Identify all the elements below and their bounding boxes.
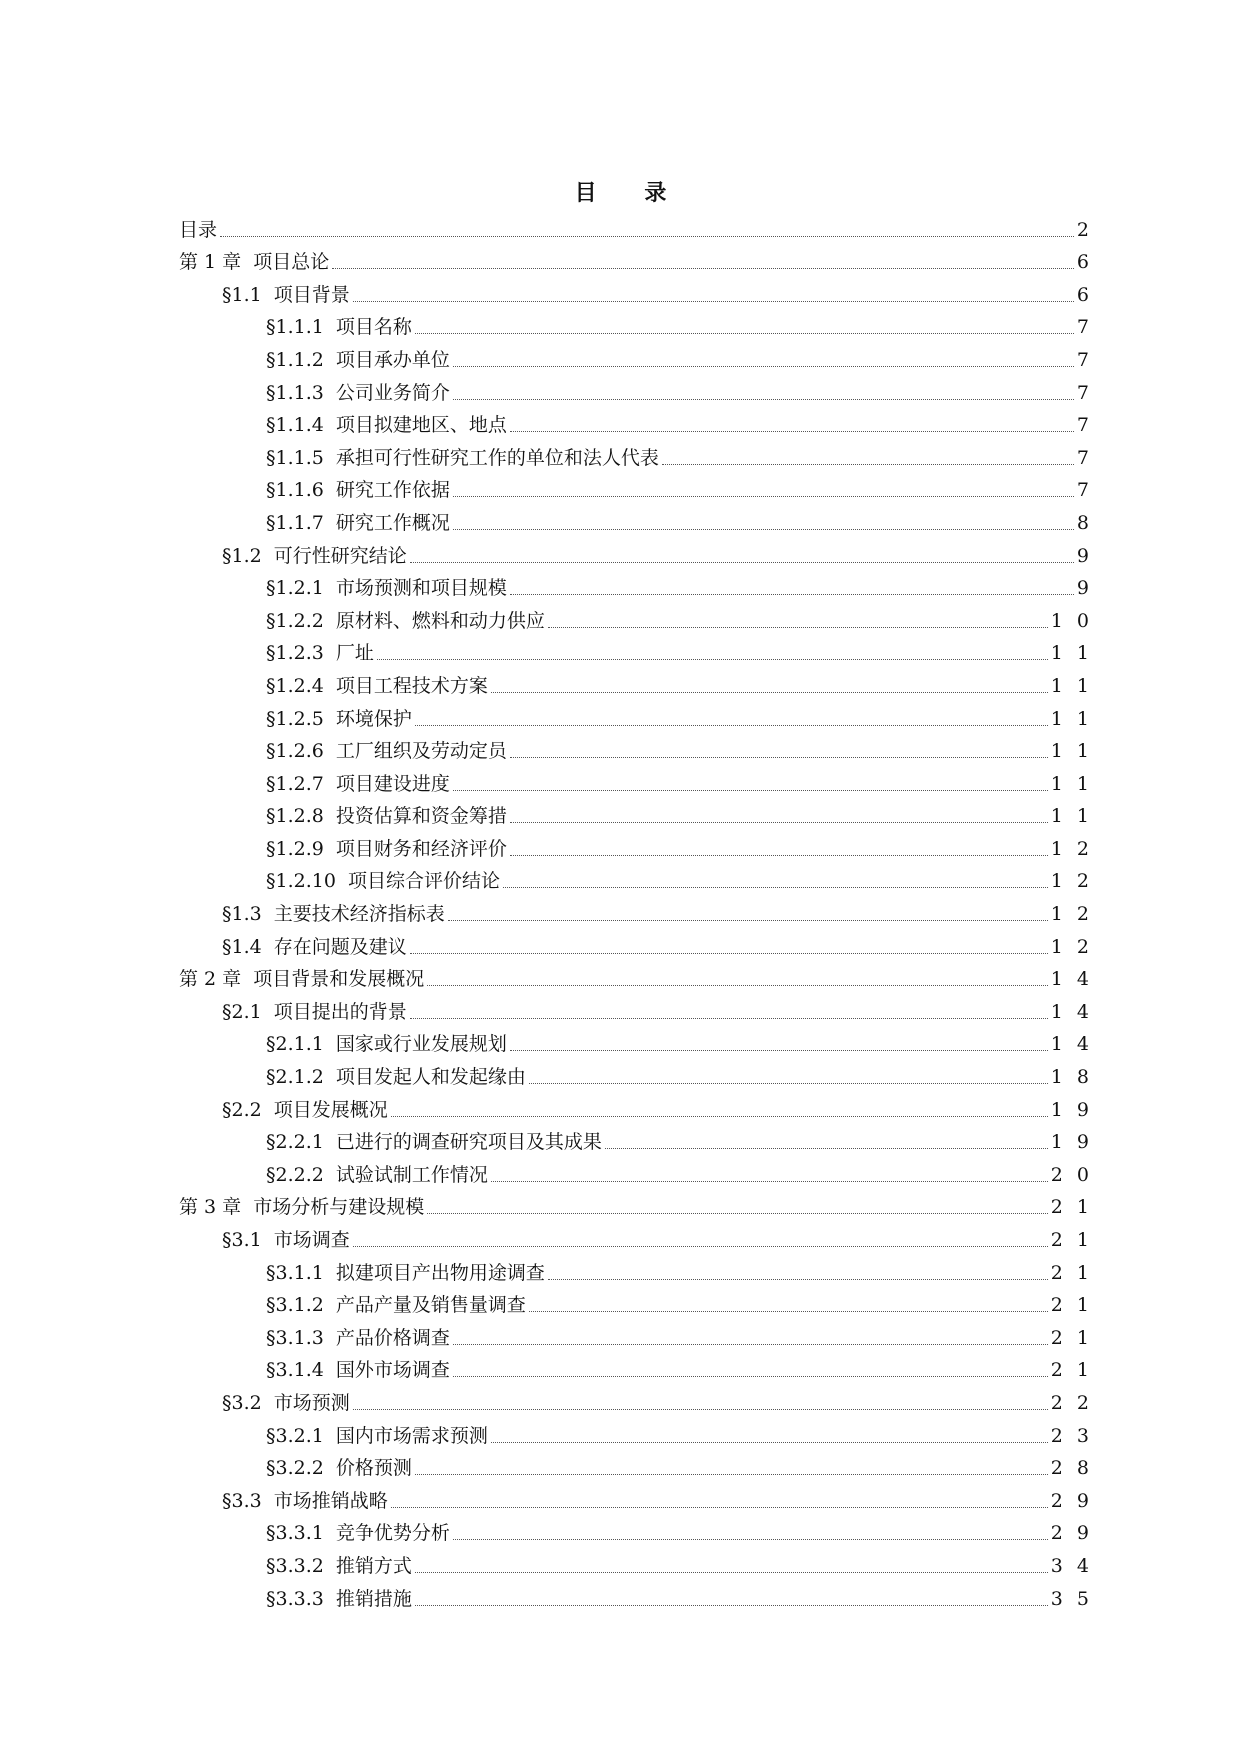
toc-entry-page-number: 2 9 — [1050, 1489, 1093, 1512]
toc-entry-page-number: 1 2 — [1050, 870, 1093, 893]
dot-leader — [427, 1213, 1048, 1214]
toc-entry-page-number: 2 1 — [1050, 1294, 1093, 1317]
toc-entry-label: §3.1.3 产品价格调查 — [266, 1326, 450, 1349]
toc-entry[interactable] — [179, 797, 1093, 830]
dot-leader — [510, 1050, 1048, 1051]
toc-entry-label: §1.2.6 工厂组织及劳动定员 — [266, 740, 507, 763]
toc-entry[interactable] — [179, 862, 1093, 895]
toc-entry-label: §1.1.6 研究工作依据 — [266, 479, 450, 502]
toc-entry-label: §2.2.1 已进行的调查研究项目及其成果 — [266, 1131, 602, 1154]
toc-entry-label: 第 2 章 项目背景和发展概况 — [179, 968, 425, 991]
toc-entry-page-number: 2 1 — [1050, 1326, 1093, 1349]
dot-leader — [415, 1572, 1048, 1573]
toc-entry-page-number: 1 9 — [1050, 1098, 1093, 1121]
table-of-contents — [179, 210, 1093, 1612]
toc-entry-page-number: 2 0 — [1050, 1163, 1093, 1186]
toc-entry-label: §3.2.2 价格预测 — [266, 1457, 412, 1480]
toc-entry-label: §1.4 存在问题及建议 — [222, 935, 407, 958]
toc-entry-page-number: 2 1 — [1050, 1359, 1093, 1382]
toc-entry[interactable] — [179, 373, 1093, 406]
toc-entry-page-number: 1 2 — [1050, 935, 1093, 958]
toc-entry-label: §2.1.1 国家或行业发展规划 — [266, 1033, 507, 1056]
toc-entry-page-number: 1 0 — [1050, 609, 1093, 632]
toc-entry[interactable] — [179, 1220, 1093, 1253]
toc-entry[interactable] — [179, 1188, 1093, 1221]
toc-entry-page-number: 7 — [1076, 414, 1093, 437]
toc-entry-page-number: 1 4 — [1050, 1000, 1093, 1023]
toc-entry-page-number: 1 1 — [1050, 772, 1093, 795]
toc-entry[interactable] — [179, 438, 1093, 471]
dot-leader — [453, 529, 1074, 530]
toc-entry-page-number: 1 1 — [1050, 805, 1093, 828]
toc-entry-page-number: 2 3 — [1050, 1424, 1093, 1447]
dot-leader — [510, 757, 1048, 758]
dot-leader — [427, 985, 1048, 986]
toc-entry[interactable] — [179, 503, 1093, 536]
dot-leader — [548, 1279, 1048, 1280]
dot-leader — [491, 1181, 1048, 1182]
toc-entry[interactable] — [179, 666, 1093, 699]
toc-entry-label: §3.1.1 拟建项目产出物用途调查 — [266, 1261, 545, 1284]
toc-entry-page-number: 1 8 — [1050, 1066, 1093, 1089]
dot-leader — [453, 790, 1048, 791]
dot-leader — [510, 594, 1074, 595]
toc-entry-page-number: 7 — [1076, 446, 1093, 469]
dot-leader — [415, 333, 1074, 334]
toc-entry-page-number: 1 2 — [1050, 837, 1093, 860]
toc-entry-page-number: 1 2 — [1050, 903, 1093, 926]
toc-entry[interactable] — [179, 1318, 1093, 1351]
dot-leader — [453, 496, 1074, 497]
toc-entry-label: §1.1.7 研究工作概况 — [266, 511, 450, 534]
toc-entry-label: §3.2 市场预测 — [222, 1391, 350, 1414]
toc-entry-page-number: 2 9 — [1050, 1522, 1093, 1545]
toc-entry[interactable] — [179, 1383, 1093, 1416]
toc-entry[interactable] — [179, 1514, 1093, 1547]
toc-entry[interactable] — [179, 243, 1093, 276]
toc-entry-label: §1.1.5 承担可行性研究工作的单位和法人代表 — [266, 446, 659, 469]
toc-entry-page-number: 9 — [1076, 577, 1093, 600]
toc-entry[interactable] — [179, 992, 1093, 1025]
dot-leader — [453, 1344, 1048, 1345]
toc-entry[interactable] — [179, 1449, 1093, 1482]
toc-entry-label: §2.2 项目发展概况 — [222, 1098, 388, 1121]
toc-entry-label: §2.1 项目提出的背景 — [222, 1000, 407, 1023]
toc-entry[interactable] — [179, 1481, 1093, 1514]
dot-leader — [548, 627, 1048, 628]
dot-leader — [453, 1539, 1048, 1540]
toc-entry-label: §1.2.2 原材料、燃料和动力供应 — [266, 609, 545, 632]
toc-entry-page-number: 1 4 — [1050, 968, 1093, 991]
toc-entry-label: §3.1.4 国外市场调查 — [266, 1359, 450, 1382]
toc-entry-page-number: 7 — [1076, 316, 1093, 339]
toc-entry-page-number: 7 — [1076, 479, 1093, 502]
toc-entry[interactable] — [179, 275, 1093, 308]
toc-entry-label: §1.1.3 公司业务简介 — [266, 381, 450, 404]
toc-entry[interactable] — [179, 1155, 1093, 1188]
toc-entry[interactable] — [179, 601, 1093, 634]
dot-leader — [529, 1083, 1048, 1084]
toc-entry[interactable] — [179, 732, 1093, 765]
dot-leader — [529, 1311, 1048, 1312]
toc-entry-page-number: 7 — [1076, 348, 1093, 371]
toc-entry-label: §2.1.2 项目发起人和发起缘由 — [266, 1066, 526, 1089]
dot-leader — [448, 920, 1048, 921]
toc-entry-label: §1.1 项目背景 — [222, 283, 350, 306]
toc-entry[interactable] — [179, 960, 1093, 993]
toc-entry[interactable] — [179, 1253, 1093, 1286]
toc-entry[interactable] — [179, 1286, 1093, 1319]
dot-leader — [410, 1018, 1048, 1019]
toc-entry[interactable] — [179, 1025, 1093, 1058]
dot-leader — [391, 1116, 1048, 1117]
dot-leader — [332, 268, 1074, 269]
toc-entry-label: §2.2.2 试验试制工作情况 — [266, 1163, 488, 1186]
dot-leader — [503, 887, 1048, 888]
toc-entry-label: 第 3 章 市场分析与建设规模 — [179, 1196, 425, 1219]
toc-entry[interactable] — [179, 1579, 1093, 1612]
toc-entry-label: §3.3.3 推销措施 — [266, 1587, 412, 1610]
dot-leader — [353, 301, 1074, 302]
toc-entry-page-number: 3 5 — [1050, 1587, 1093, 1610]
dot-leader — [491, 1442, 1048, 1443]
toc-entry-label: §1.2.4 项目工程技术方案 — [266, 674, 488, 697]
toc-entry-label: §1.1.4 项目拟建地区、地点 — [266, 414, 507, 437]
toc-entry-label: §1.3 主要技术经济指标表 — [222, 903, 445, 926]
dot-leader — [353, 1246, 1048, 1247]
toc-entry[interactable] — [179, 471, 1093, 504]
dot-leader — [415, 1474, 1048, 1475]
toc-entry-page-number: 2 — [1076, 218, 1093, 241]
toc-entry-label: §3.1 市场调查 — [222, 1229, 350, 1251]
dot-leader — [605, 1148, 1048, 1149]
dot-leader — [353, 1409, 1048, 1410]
toc-entry-label: §3.3.2 推销方式 — [266, 1554, 412, 1577]
dot-leader — [410, 562, 1074, 563]
toc-entry-label: §3.2.1 国内市场需求预测 — [266, 1424, 488, 1447]
dot-leader — [491, 692, 1048, 693]
dot-leader — [377, 659, 1048, 660]
toc-entry[interactable] — [179, 829, 1093, 862]
dot-leader — [415, 725, 1048, 726]
toc-entry-label: §1.2.5 环境保护 — [266, 707, 412, 730]
toc-entry-page-number: 8 — [1076, 511, 1093, 534]
toc-entry[interactable] — [179, 340, 1093, 373]
toc-entry-label: 目录 — [179, 218, 218, 241]
dot-leader — [510, 855, 1048, 856]
toc-entry[interactable] — [179, 927, 1093, 960]
toc-entry-page-number: 2 1 — [1050, 1261, 1093, 1284]
toc-entry-label: §3.1.2 产品产量及销售量调查 — [266, 1294, 526, 1317]
toc-entry[interactable] — [179, 308, 1093, 341]
toc-entry-page-number: 3 4 — [1050, 1554, 1093, 1577]
toc-entry-label: §1.2.1 市场预测和项目规模 — [266, 577, 507, 600]
toc-entry[interactable] — [179, 1090, 1093, 1123]
toc-entry[interactable] — [179, 1123, 1093, 1156]
toc-entry-page-number: 6 — [1076, 283, 1093, 306]
toc-entry-label: §3.3 市场推销战略 — [222, 1489, 388, 1512]
toc-entry-page-number: 2 1 — [1050, 1196, 1093, 1219]
toc-entry[interactable] — [179, 1416, 1093, 1449]
toc-entry-label: §1.2.7 项目建设进度 — [266, 772, 450, 795]
dot-leader — [510, 822, 1048, 823]
dot-leader — [510, 431, 1074, 432]
toc-entry[interactable] — [179, 1351, 1093, 1384]
toc-entry-label: §1.2.9 项目财务和经济评价 — [266, 837, 507, 860]
toc-entry-label: 第 1 章 项目总论 — [179, 251, 330, 274]
toc-entry[interactable] — [179, 1057, 1093, 1090]
dot-leader — [662, 464, 1074, 465]
toc-entry-page-number: 2 2 — [1050, 1391, 1093, 1414]
toc-entry[interactable] — [179, 210, 1093, 243]
toc-entry-label: §1.2.10 项目综合评价结论 — [266, 870, 501, 893]
toc-entry-page-number: 1 1 — [1050, 740, 1093, 763]
toc-entry-page-number: 9 — [1076, 544, 1093, 567]
toc-entry-label: §1.1.2 项目承办单位 — [266, 348, 450, 371]
toc-entry-label: §3.3.1 竞争优势分析 — [266, 1522, 450, 1545]
toc-entry-label: §1.2.3 厂址 — [266, 642, 374, 665]
dot-leader — [220, 236, 1074, 237]
toc-entry-label: §1.2.8 投资估算和资金筹措 — [266, 805, 507, 828]
toc-entry[interactable] — [179, 1546, 1093, 1579]
toc-entry-page-number: 6 — [1076, 251, 1093, 274]
dot-leader — [415, 1605, 1048, 1606]
toc-entry-page-number: 1 1 — [1050, 642, 1093, 665]
toc-entry-page-number: 7 — [1076, 381, 1093, 404]
toc-entry-page-number: 2 1 — [1050, 1229, 1093, 1251]
toc-entry[interactable] — [179, 764, 1093, 797]
toc-entry[interactable] — [179, 536, 1093, 569]
dot-leader — [453, 399, 1074, 400]
toc-entry[interactable] — [179, 569, 1093, 602]
toc-entry[interactable] — [179, 406, 1093, 439]
toc-entry[interactable] — [179, 699, 1093, 732]
toc-entry-page-number: 1 9 — [1050, 1131, 1093, 1154]
dot-leader — [453, 1376, 1048, 1377]
toc-entry[interactable] — [179, 634, 1093, 667]
toc-entry-page-number: 1 1 — [1050, 674, 1093, 697]
dot-leader — [391, 1507, 1048, 1508]
toc-entry-label: §1.1.1 项目名称 — [266, 316, 412, 339]
toc-entry[interactable] — [179, 894, 1093, 927]
page-title: 目 录 — [574, 180, 687, 206]
toc-entry-page-number: 2 8 — [1050, 1457, 1093, 1480]
toc-entry-page-number: 1 1 — [1050, 707, 1093, 730]
dot-leader — [410, 953, 1048, 954]
dot-leader — [453, 366, 1074, 367]
toc-entry-label: §1.2 可行性研究结论 — [222, 544, 407, 567]
toc-entry-page-number: 1 4 — [1050, 1033, 1093, 1056]
